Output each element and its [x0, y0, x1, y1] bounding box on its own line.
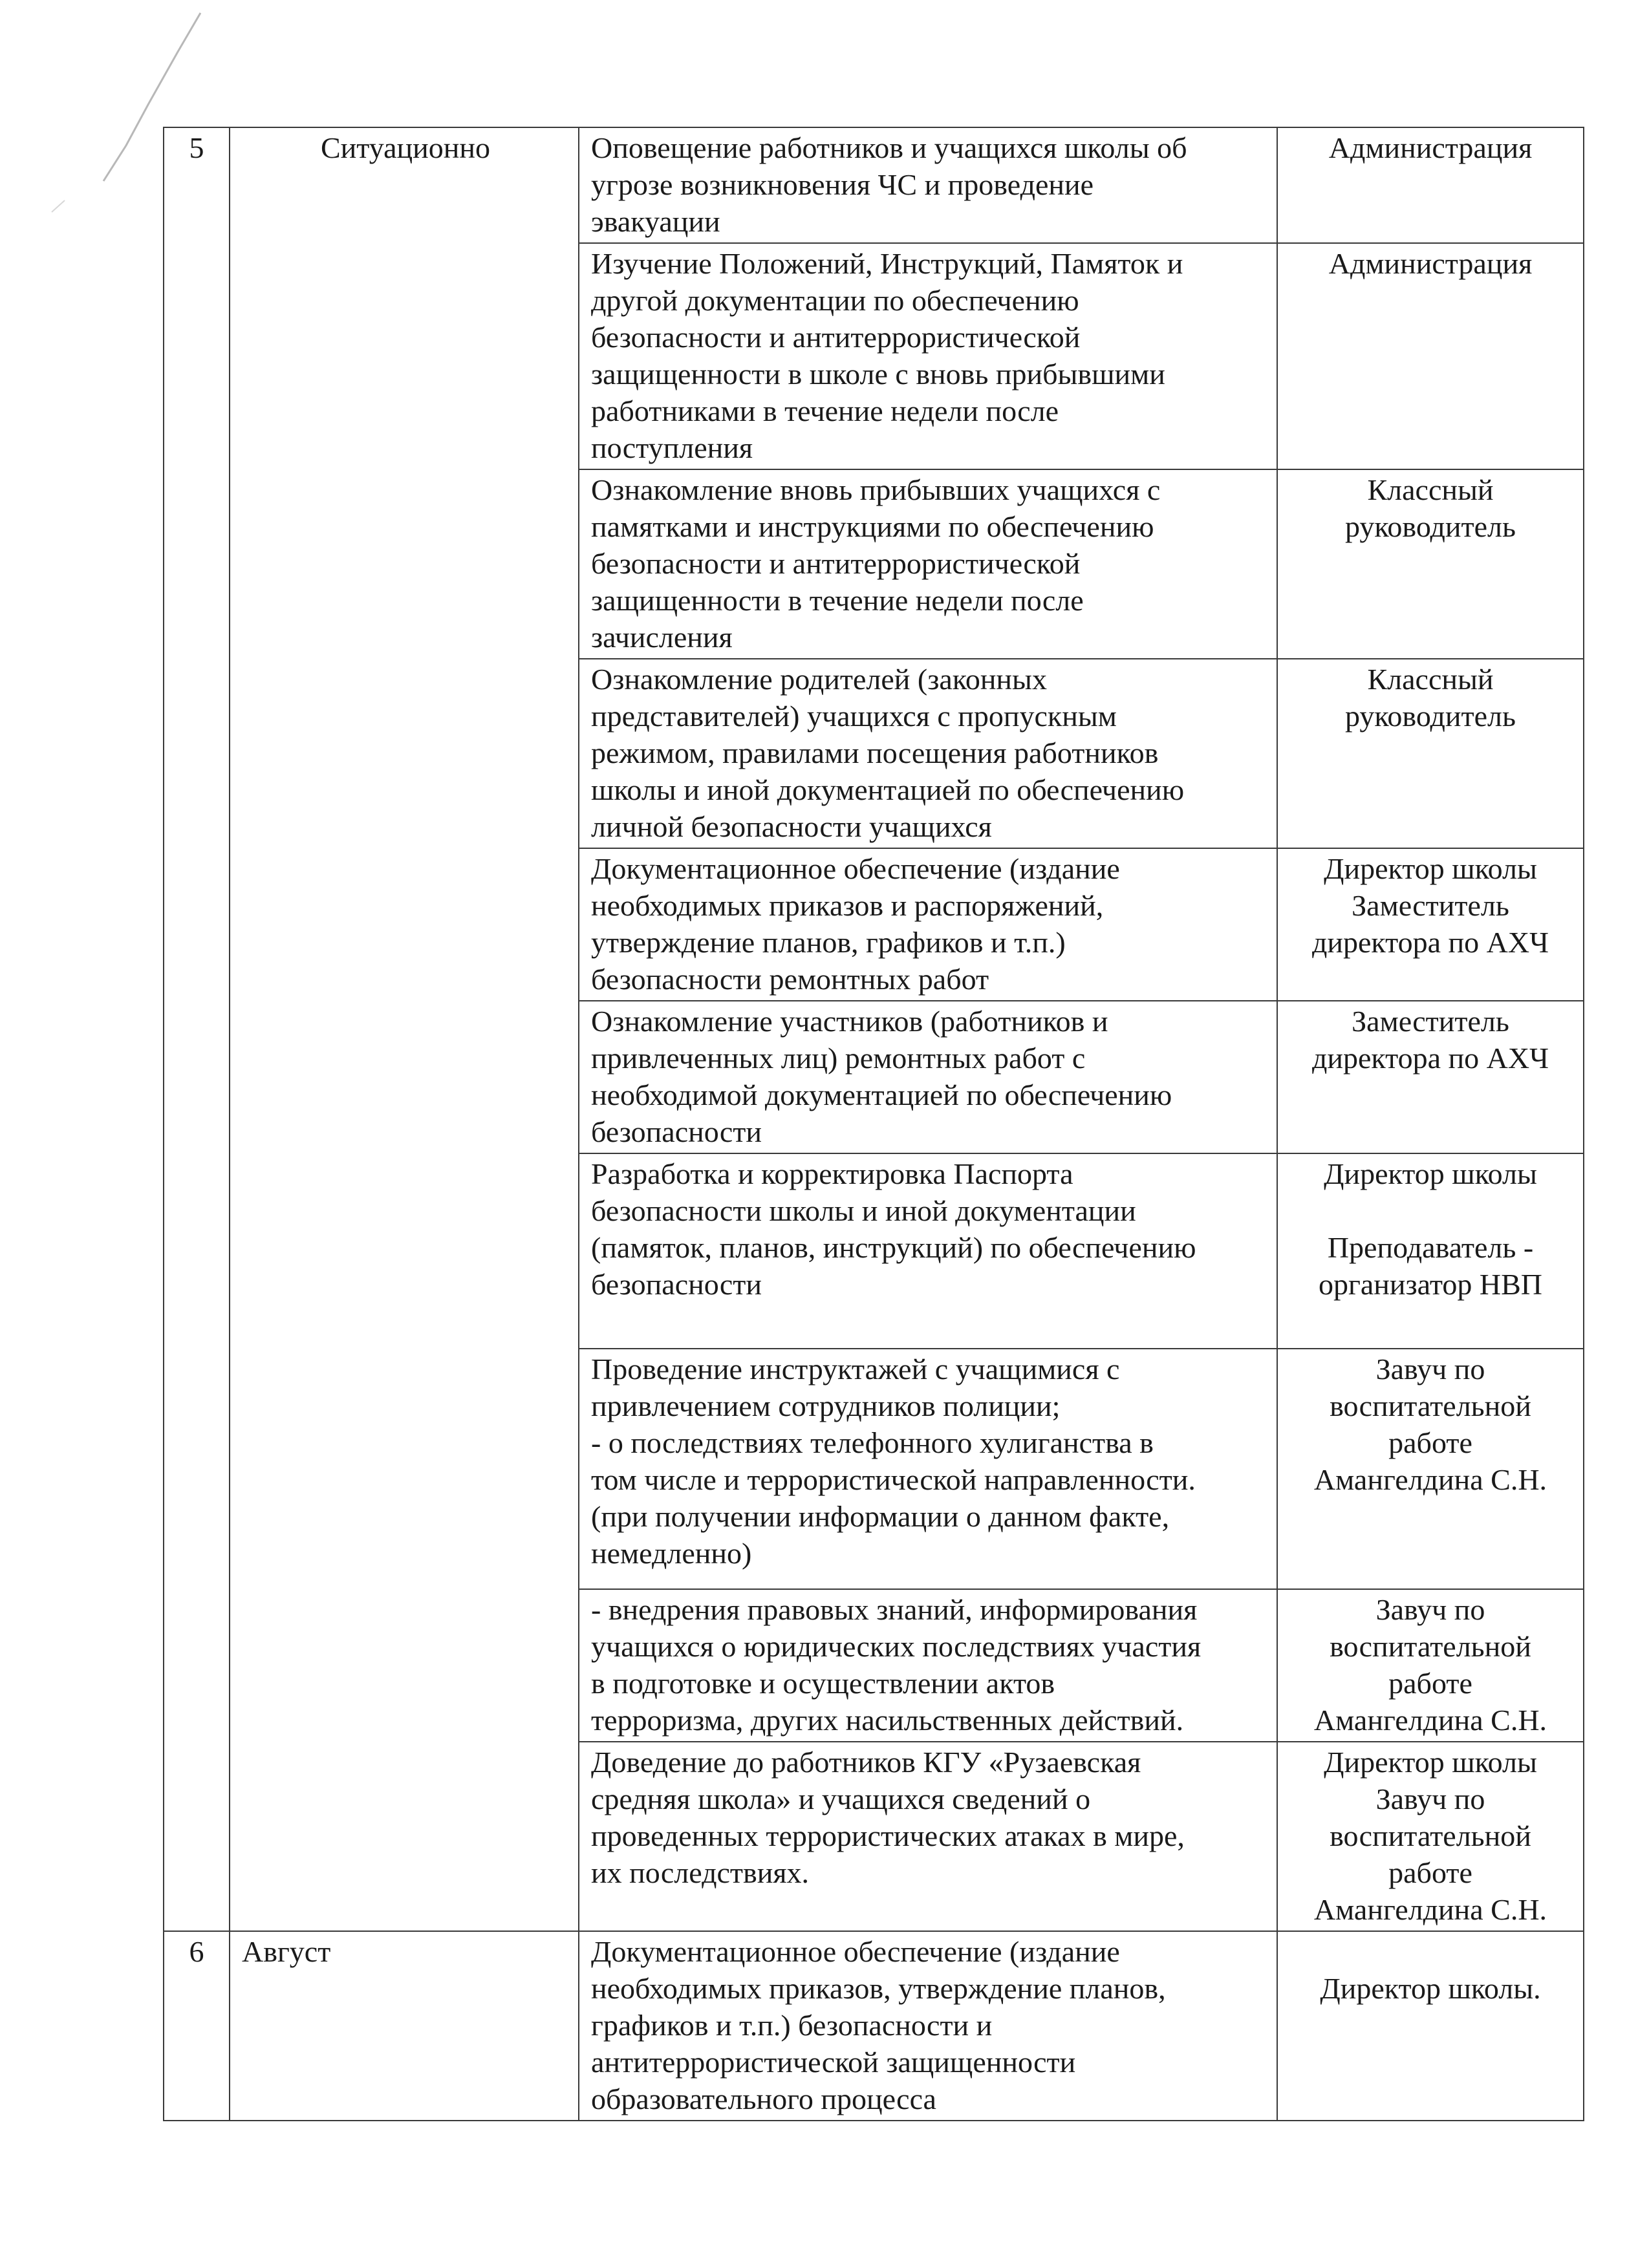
event-cell: [579, 469, 1277, 659]
event-text-line: - о последствиях телефонного хулиганства в: [591, 1426, 1154, 1459]
event-text-line: средняя школа» и учащихся сведений о: [591, 1782, 1091, 1815]
responsible-cell: [1277, 659, 1584, 848]
event-text-line: утверждение планов, графиков и т.п.): [591, 926, 1066, 959]
responsible-text-line: Амангелдина С.Н.: [1313, 1463, 1547, 1496]
responsible-text-line: Амангелдина С.Н.: [1313, 1893, 1547, 1926]
responsible-text-line: работе: [1388, 1856, 1472, 1889]
event-text-line: Ознакомление родителей (законных: [591, 663, 1047, 696]
responsible-text-line: Заместитель: [1352, 889, 1509, 922]
event-text-line: безопасности ремонтных работ: [591, 963, 989, 996]
event-text-line: необходимой документацией по обеспечению: [591, 1078, 1172, 1111]
responsible-text-line: работе: [1388, 1426, 1472, 1459]
event-cell: [579, 1589, 1277, 1742]
responsible-cell: [1277, 1589, 1584, 1742]
responsible-text-line: Директор школы: [1324, 1157, 1537, 1190]
responsible-text-line: директора по АХЧ: [1311, 1042, 1549, 1075]
event-text-line: антитеррористической защищенности: [591, 2046, 1076, 2079]
event-cell: [579, 243, 1277, 469]
event-text-line: безопасности и антитеррористической: [591, 547, 1081, 580]
responsible-text-line: воспитательной: [1330, 1819, 1531, 1852]
responsible-text-line: Директор школы: [1324, 1746, 1537, 1779]
responsible-text-line: Завуч по: [1375, 1593, 1485, 1626]
responsible-text-line: Преподаватель -: [1327, 1231, 1534, 1264]
event-text-line: графиков и т.п.) безопасности и: [591, 2009, 993, 2042]
event-text-line: проведенных террористических атаках в мире,: [591, 1819, 1185, 1852]
responsible-text-line: Классный: [1367, 663, 1494, 696]
responsible-text-line: воспитательной: [1330, 1630, 1531, 1663]
event-text-line: Документационное обеспечение (издание: [591, 852, 1120, 885]
responsible-cell: [1277, 1153, 1584, 1349]
event-text-line: необходимых приказов, утверждение планов,: [591, 1972, 1166, 2005]
event-text-line: привлеченных лиц) ремонтных работ с: [591, 1042, 1086, 1075]
event-text-line: том числе и террористической направленности.: [591, 1463, 1196, 1496]
event-text-line: Оповещение работников и учащихся школы об: [591, 131, 1187, 164]
event-text-line: (при получении информации о данном факте,: [591, 1500, 1170, 1533]
table-body: [164, 127, 1584, 2121]
event-text-line: личной безопасности учащихся: [591, 810, 992, 843]
responsible-text-line: Заместитель: [1352, 1005, 1509, 1038]
table-row: [164, 1931, 1584, 2121]
event-text-line: зачисления: [591, 621, 733, 654]
period-cell: Ситуационно: [230, 127, 579, 1931]
event-text-line: - внедрения правовых знаний, информирования: [591, 1593, 1198, 1626]
responsible-text-line: Амангелдина С.Н.: [1313, 1704, 1547, 1737]
responsible-text-line: Классный: [1367, 473, 1494, 506]
responsible-cell: [1277, 1931, 1584, 2121]
responsible-text-line: Администрация: [1328, 131, 1533, 164]
event-text-line: другой документации по обеспечению: [591, 284, 1079, 317]
row-number: 6: [164, 1931, 230, 2121]
responsible-text-line: Администрация: [1328, 247, 1533, 280]
event-text-line: безопасности школы и иной документации: [591, 1194, 1136, 1227]
responsible-cell: [1277, 127, 1584, 243]
responsible-text-line: руководитель: [1345, 510, 1516, 543]
responsible-text-line: руководитель: [1345, 700, 1516, 733]
event-text-line: учащихся о юридических последствиях участия: [591, 1630, 1202, 1663]
responsible-text-line: Директор школы: [1324, 852, 1537, 885]
event-cell: [579, 127, 1277, 243]
event-text-line: терроризма, других насильственных действий.: [591, 1704, 1184, 1737]
event-text-line: работниками в течение недели после: [591, 394, 1059, 427]
event-text-line: эвакуации: [591, 205, 720, 238]
responsible-cell: [1277, 469, 1584, 659]
event-text-line: (памяток, планов, инструкций) по обеспечению: [591, 1231, 1196, 1264]
event-text-line: Ознакомление вновь прибывших учащихся с: [591, 473, 1161, 506]
event-text-line: их последствиях.: [591, 1856, 809, 1889]
responsible-cell: [1277, 848, 1584, 1001]
row-number: 5: [164, 127, 230, 1931]
responsible-cell: [1277, 243, 1584, 469]
event-text-line: безопасности и антитеррористической: [591, 321, 1081, 354]
responsible-text-line: Завуч по: [1375, 1782, 1485, 1815]
event-text-line: немедленно): [591, 1537, 752, 1570]
responsible-text-line: организатор НВП: [1318, 1268, 1543, 1301]
event-text-line: необходимых приказов и распоряжений,: [591, 889, 1104, 922]
event-text-line: защищенности в школе с вновь прибывшими: [591, 358, 1165, 390]
security-plan-table: [163, 127, 1584, 2121]
responsible-cell: [1277, 1349, 1584, 1589]
responsible-text-line: Завуч по: [1375, 1353, 1485, 1385]
responsible-cell: [1277, 1742, 1584, 1931]
event-text-line: школы и иной документацией по обеспечению: [591, 773, 1185, 806]
event-text-line: поступления: [591, 431, 753, 464]
event-text-line: Разработка и корректировка Паспорта: [591, 1157, 1073, 1190]
event-text-line: памятками и инструкциями по обеспечению: [591, 510, 1154, 543]
event-text-line: режимом, правилами посещения работников: [591, 736, 1159, 769]
event-cell: [579, 1742, 1277, 1931]
period-cell: Август: [230, 1931, 579, 2121]
event-text-line: представителей) учащихся с пропускным: [591, 700, 1117, 733]
event-text-line: защищенности в течение недели после: [591, 584, 1084, 617]
event-text-line: Проведение инструктажей с учащимися с: [591, 1353, 1120, 1385]
responsible-cell: [1277, 1001, 1584, 1153]
event-cell: [579, 1349, 1277, 1589]
responsible-text-line: воспитательной: [1330, 1389, 1531, 1422]
responsible-text-line: директора по АХЧ: [1311, 926, 1549, 959]
responsible-text-line: [1282, 1933, 1579, 1970]
event-text-line: безопасности: [591, 1115, 762, 1148]
event-cell: [579, 1931, 1277, 2121]
event-text-line: безопасности: [591, 1268, 762, 1301]
event-cell: [579, 848, 1277, 1001]
event-cell: [579, 1153, 1277, 1349]
responsible-text-line: [1282, 1192, 1579, 1229]
table-row: [164, 127, 1584, 243]
event-text-line: Изучение Положений, Инструкций, Памяток и: [591, 247, 1183, 280]
event-text-line: образовательного процесса: [591, 2082, 936, 2115]
event-cell: [579, 1001, 1277, 1153]
event-text-line: Документационное обеспечение (издание: [591, 1935, 1120, 1968]
event-text-line: привлечением сотрудников полиции;: [591, 1389, 1061, 1422]
event-text-line: Ознакомление участников (работников и: [591, 1005, 1108, 1038]
event-text-line: в подготовке и осуществлении актов: [591, 1667, 1055, 1700]
responsible-text-line: Директор школы.: [1320, 1972, 1541, 2005]
event-text-line: угрозе возникновения ЧС и проведение: [591, 168, 1094, 201]
event-text-line: Доведение до работников КГУ «Рузаевская: [591, 1746, 1141, 1779]
event-cell: [579, 659, 1277, 848]
responsible-text-line: работе: [1388, 1667, 1472, 1700]
